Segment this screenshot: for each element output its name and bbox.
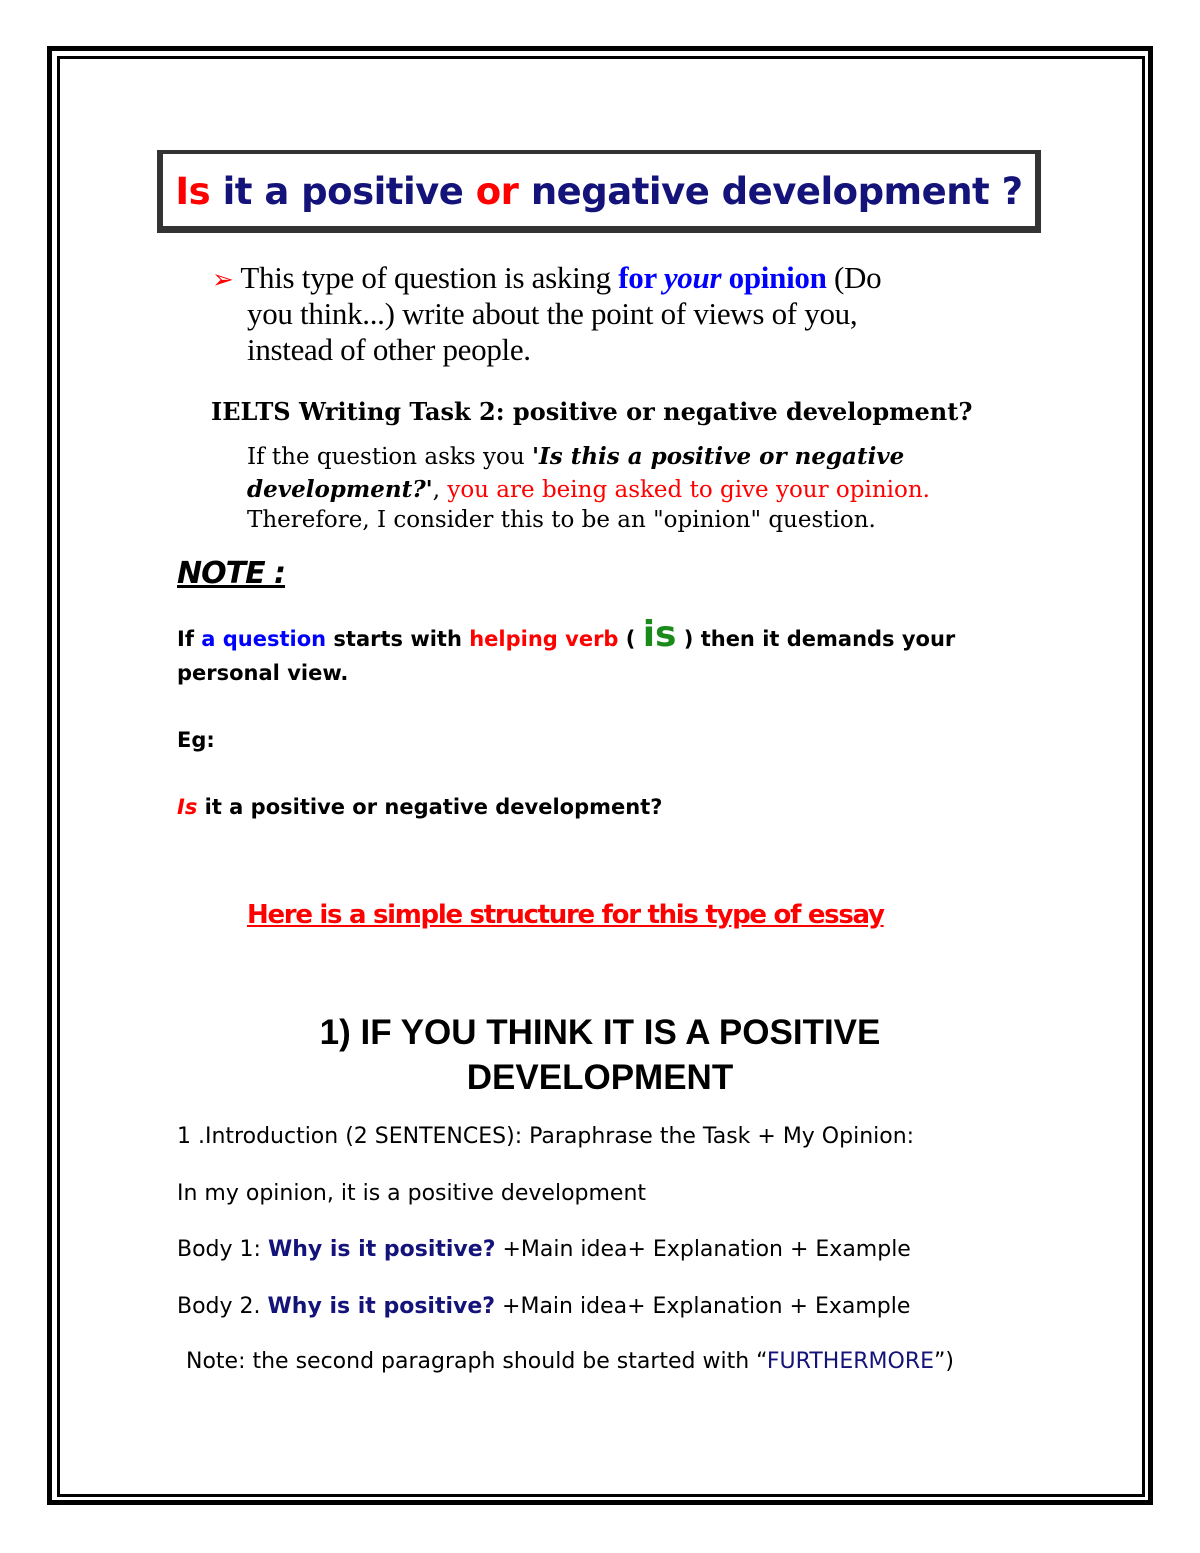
opinion-line: In my opinion, it is a positive development <box>177 1181 647 1206</box>
ielts-line-3: Therefore, I consider this to be an "opinion" question. <box>247 507 876 533</box>
text: FURTHERMORE <box>766 1349 935 1374</box>
text: 'Is this a positive or negative <box>531 443 905 470</box>
bullet-line-2: you think...) write about the point of views of you, <box>247 296 858 331</box>
text: Why is it positive? <box>267 1294 496 1319</box>
text: If the question asks you <box>247 444 532 470</box>
section-heading <box>0 1010 1200 1100</box>
ielts-heading: IELTS Writing Task 2: positive or negative development? <box>211 397 973 426</box>
text: If <box>177 627 202 651</box>
text: you are being asked to give your opinion. <box>447 477 930 503</box>
text: DEVELOPMENT <box>466 1058 734 1097</box>
text: ”) <box>934 1349 954 1374</box>
text: This type of question is asking <box>240 260 619 295</box>
text: Body 2. <box>177 1294 268 1319</box>
text: ( <box>618 627 643 651</box>
text: starts with <box>326 627 470 651</box>
ielts-line-1 <box>247 443 904 470</box>
structure-heading: Here is a simple structure for this type of essay <box>247 900 884 930</box>
bullet-line-3: instead of other people. <box>247 332 531 367</box>
text: ) then it demands your <box>676 627 956 651</box>
ielts-line-2 <box>247 476 930 503</box>
text: it a positive or negative development? <box>197 795 663 819</box>
text: 1) IF YOU THINK IT IS A POSITIVE <box>319 1013 881 1052</box>
text: opinion <box>721 260 827 295</box>
note-line-1 <box>177 614 955 655</box>
note-heading: NOTE : <box>177 556 286 591</box>
text: development?' <box>247 476 433 503</box>
text: +Main idea+ Explanation + Example <box>495 1294 911 1319</box>
page-title <box>163 154 1035 230</box>
text: (Do <box>826 260 882 295</box>
text: a question <box>201 627 327 651</box>
text: Why is it positive? <box>267 1237 496 1262</box>
furthermore-note <box>186 1349 954 1374</box>
title-part: negative development ? <box>518 170 1023 213</box>
body-1-line <box>177 1237 911 1262</box>
text: Note: the second paragraph should be started with “ <box>186 1349 767 1374</box>
title-or: or <box>475 170 519 213</box>
text: , <box>432 477 448 503</box>
text: for <box>618 260 664 295</box>
text: your <box>663 260 722 295</box>
title-is: Is <box>175 170 211 213</box>
intro-line: 1 .Introduction (2 SENTENCES): Paraphrase the Task + My Opinion: <box>177 1124 915 1149</box>
text: helping verb <box>469 627 619 651</box>
note-line-2: personal view. <box>177 661 349 685</box>
bullet-line-1 <box>212 260 881 296</box>
text: is <box>642 614 677 655</box>
eg-label: Eg: <box>177 728 215 752</box>
text: +Main idea+ Explanation + Example <box>495 1237 911 1262</box>
eg-example <box>177 795 662 819</box>
title-box <box>157 150 1041 233</box>
title-part: it a positive <box>210 170 476 213</box>
text: Is <box>177 795 198 819</box>
text: Body 1: <box>177 1237 268 1262</box>
arrow-bullet-icon: ➢ <box>212 265 234 294</box>
body-2-line <box>177 1294 910 1319</box>
